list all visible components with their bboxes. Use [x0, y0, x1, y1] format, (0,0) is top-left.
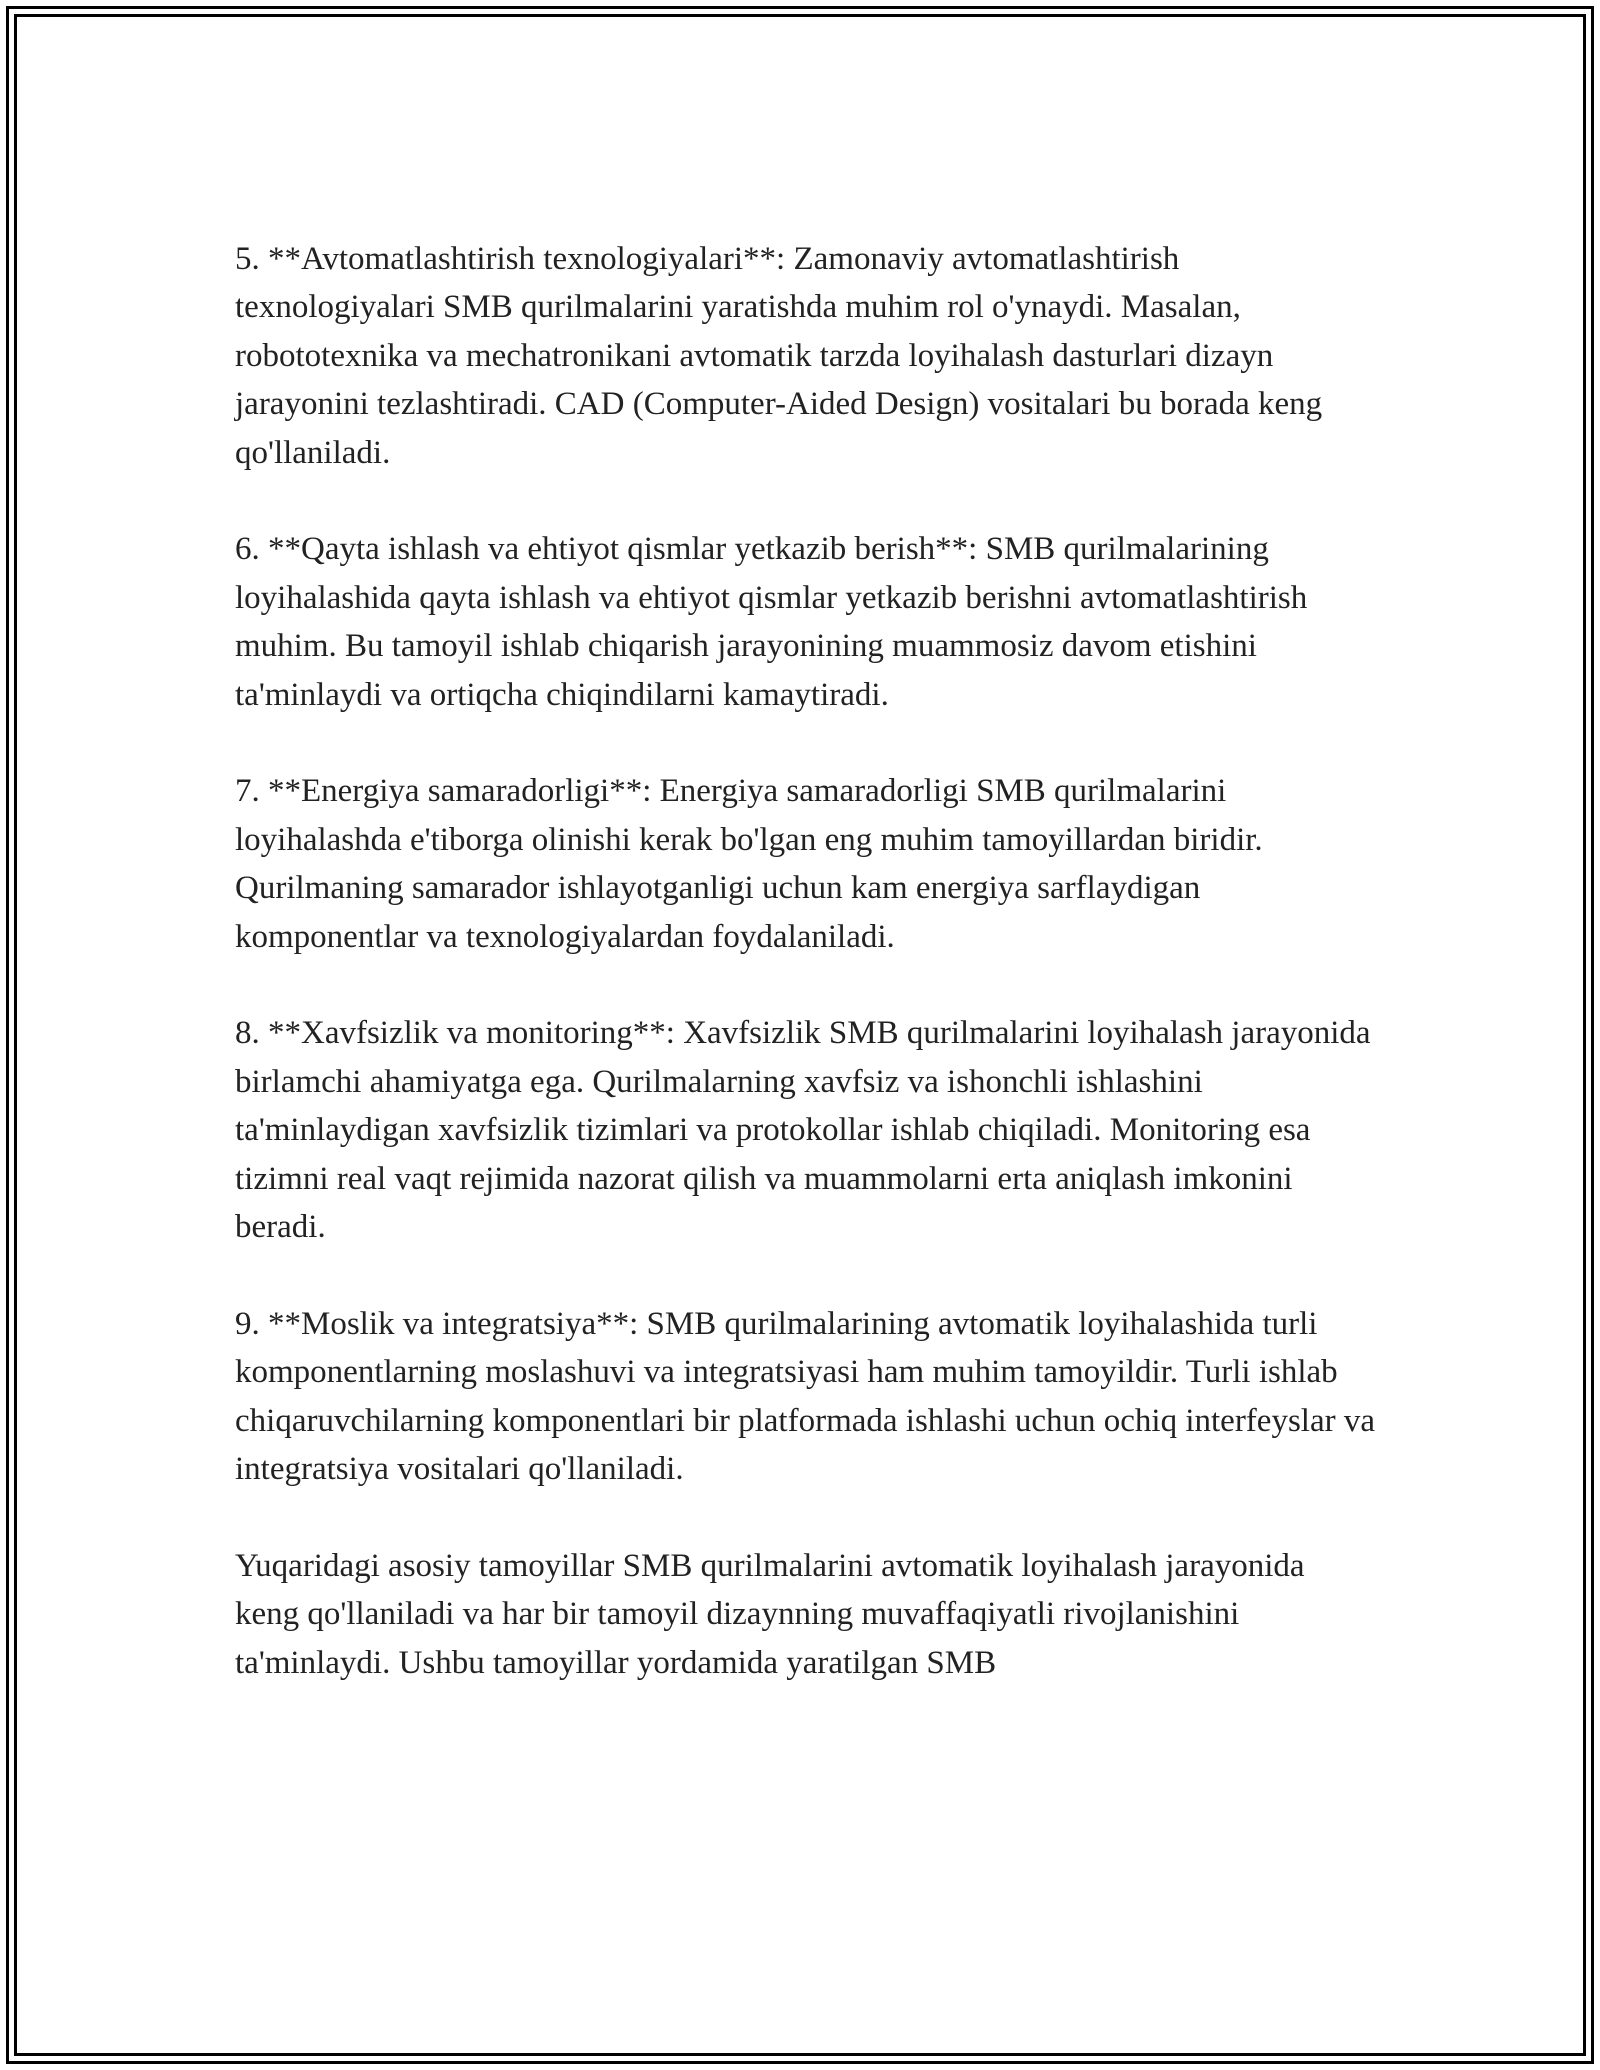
paragraph-item-7: 7. **Energiya samaradorligi**: Energiya samaradorligi SMB qurilmalarini loyihalashda e'tiborga olinishi kerak bo'lgan eng muhim tamoyillardan biridir. Qurilmaning samarador ishlayotganligi uchun kam energiya sarflaydigan komponentlar va texnologiyalardan foydalaniladi.: [235, 773, 1263, 955]
paragraph-item-9: 9. **Moslik va integratsiya**: SMB qurilmalarining avtomatik loyihalashida turli komponentlarning moslashuvi va integratsiyasi ham muhim tamoyildir. Turli ishlab chiqaruvchilarning komponentlari bir platformada ishlashi uchun ochiq interfeyslar va integratsiya vositalari qo'llaniladi.: [235, 1305, 1375, 1488]
paragraph-item-8: 8. **Xavfsizlik va monitoring**: Xavfsizlik SMB qurilmalarini loyihalash jarayonida birlamchi ahamiyatga ega. Qurilmalarning xavfsiz va ishonchli ishlashini ta'minlaydigan xavfsizlik tizimlari va protokollar ishlab chiqiladi. Monitoring esa tizimni real vaqt rejimida nazorat qilish va muammolarni erta aniqlash imkonini beradi.: [235, 1015, 1371, 1246]
paragraph-item-6: 6. **Qayta ishlash va ehtiyot qismlar yetkazib berish**: SMB qurilmalarining loyihalashida qayta ishlash va ehtiyot qismlar yetkazib berishni avtomatlashtirish muhim. Bu tamoyil ishlab chiqarish jarayonining muammosiz davom etishini ta'minlaydi va ortiqcha chiqindilarni kamaytiradi.: [235, 531, 1308, 713]
document-body: [235, 235, 1375, 1687]
paragraph-conclusion: Yuqaridagi asosiy tamoyillar SMB qurilmalarini avtomatik loyihalash jarayonida keng qo'llaniladi va har bir tamoyil dizaynning muvaffaqiyatli rivojlanishini ta'minlaydi. Ushbu tamoyillar yordamida yaratilgan SMB: [235, 1547, 1305, 1681]
paragraph-item-5: 5. **Avtomatlashtirish texnologiyalari**: Zamonaviy avtomatlashtirish texnologiyalari SMB qurilmalarini yaratishda muhim rol o'ynaydi. Masalan, robototexnika va mechatronikani avtomatik tarzda loyihalash dasturlari dizayn jarayonini tezlashtiradi. CAD (Computer-Aided Design) vositalari bu borada keng qo'llaniladi.: [235, 241, 1323, 471]
